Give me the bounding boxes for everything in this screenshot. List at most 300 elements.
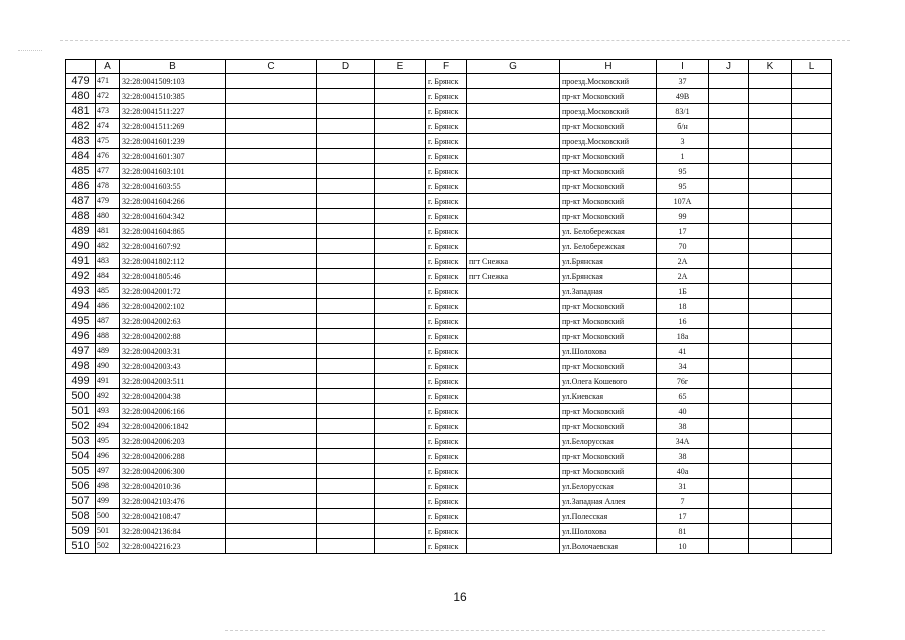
- cell-b[interactable]: 32:28:0042006:1842: [120, 419, 226, 434]
- cell-k[interactable]: [749, 134, 792, 149]
- cell-b[interactable]: 32:28:0042006:203: [120, 434, 226, 449]
- cell-e[interactable]: [375, 374, 426, 389]
- column-header[interactable]: E: [375, 60, 426, 74]
- cell-b[interactable]: 32:28:0042003:511: [120, 374, 226, 389]
- cell-j[interactable]: [709, 539, 749, 554]
- cell-a[interactable]: 481: [96, 224, 120, 239]
- cell-h[interactable]: пр-кт Московский: [560, 179, 657, 194]
- cell-a[interactable]: 477: [96, 164, 120, 179]
- cell-g[interactable]: [467, 539, 560, 554]
- cell-c[interactable]: [226, 419, 317, 434]
- cell-j[interactable]: [709, 434, 749, 449]
- cell-h[interactable]: проезд.Московский: [560, 134, 657, 149]
- cell-g[interactable]: [467, 344, 560, 359]
- cell-f[interactable]: г. Брянск: [426, 164, 467, 179]
- column-header[interactable]: G: [467, 60, 560, 74]
- cell-c[interactable]: [226, 149, 317, 164]
- cell-h[interactable]: ул.Олега Кошевого: [560, 374, 657, 389]
- cell-b[interactable]: 32:28:0041603:55: [120, 179, 226, 194]
- cell-i[interactable]: б/н: [657, 119, 709, 134]
- cell-b[interactable]: 32:28:0042010:36: [120, 479, 226, 494]
- cell-l[interactable]: [792, 524, 832, 539]
- cell-l[interactable]: [792, 344, 832, 359]
- cell-d[interactable]: [317, 89, 375, 104]
- cell-c[interactable]: [226, 239, 317, 254]
- cell-b[interactable]: 32:28:0041511:227: [120, 104, 226, 119]
- cell-d[interactable]: [317, 194, 375, 209]
- cell-a[interactable]: 496: [96, 449, 120, 464]
- cell-a[interactable]: 473: [96, 104, 120, 119]
- cell-j[interactable]: [709, 74, 749, 89]
- cell-f[interactable]: г. Брянск: [426, 179, 467, 194]
- cell-k[interactable]: [749, 344, 792, 359]
- row-number-cell[interactable]: 494: [66, 299, 96, 314]
- row-number-cell[interactable]: 507: [66, 494, 96, 509]
- cell-l[interactable]: [792, 494, 832, 509]
- row-number-cell[interactable]: 495: [66, 314, 96, 329]
- cell-e[interactable]: [375, 164, 426, 179]
- cell-g[interactable]: [467, 314, 560, 329]
- cell-f[interactable]: г. Брянск: [426, 149, 467, 164]
- cell-i[interactable]: 1: [657, 149, 709, 164]
- cell-c[interactable]: [226, 224, 317, 239]
- cell-c[interactable]: [226, 359, 317, 374]
- cell-f[interactable]: г. Брянск: [426, 374, 467, 389]
- cell-l[interactable]: [792, 224, 832, 239]
- cell-a[interactable]: 492: [96, 389, 120, 404]
- cell-e[interactable]: [375, 509, 426, 524]
- cell-h[interactable]: пр-кт Московский: [560, 404, 657, 419]
- cell-l[interactable]: [792, 269, 832, 284]
- cell-i[interactable]: 1Б: [657, 284, 709, 299]
- cell-i[interactable]: 31: [657, 479, 709, 494]
- cell-j[interactable]: [709, 524, 749, 539]
- cell-f[interactable]: г. Брянск: [426, 359, 467, 374]
- row-number-cell[interactable]: 501: [66, 404, 96, 419]
- row-number-cell[interactable]: 497: [66, 344, 96, 359]
- row-number-cell[interactable]: 481: [66, 104, 96, 119]
- cell-f[interactable]: г. Брянск: [426, 329, 467, 344]
- cell-e[interactable]: [375, 104, 426, 119]
- cell-k[interactable]: [749, 404, 792, 419]
- cell-b[interactable]: 32:28:0041601:239: [120, 134, 226, 149]
- cell-g[interactable]: [467, 119, 560, 134]
- cell-k[interactable]: [749, 389, 792, 404]
- cell-f[interactable]: г. Брянск: [426, 299, 467, 314]
- cell-l[interactable]: [792, 419, 832, 434]
- cell-b[interactable]: 32:28:0041601:307: [120, 149, 226, 164]
- cell-k[interactable]: [749, 509, 792, 524]
- cell-c[interactable]: [226, 284, 317, 299]
- cell-g[interactable]: [467, 404, 560, 419]
- cell-f[interactable]: г. Брянск: [426, 104, 467, 119]
- cell-d[interactable]: [317, 149, 375, 164]
- cell-l[interactable]: [792, 434, 832, 449]
- cell-a[interactable]: 499: [96, 494, 120, 509]
- cell-k[interactable]: [749, 539, 792, 554]
- cell-g[interactable]: [467, 374, 560, 389]
- cell-c[interactable]: [226, 434, 317, 449]
- cell-a[interactable]: 486: [96, 299, 120, 314]
- cell-j[interactable]: [709, 419, 749, 434]
- cell-l[interactable]: [792, 329, 832, 344]
- cell-g[interactable]: [467, 194, 560, 209]
- cell-j[interactable]: [709, 404, 749, 419]
- cell-d[interactable]: [317, 374, 375, 389]
- cell-a[interactable]: 471: [96, 74, 120, 89]
- cell-a[interactable]: 484: [96, 269, 120, 284]
- cell-i[interactable]: 37: [657, 74, 709, 89]
- column-header[interactable]: C: [226, 60, 317, 74]
- cell-f[interactable]: г. Брянск: [426, 239, 467, 254]
- row-number-cell[interactable]: 499: [66, 374, 96, 389]
- cell-i[interactable]: 49В: [657, 89, 709, 104]
- cell-f[interactable]: г. Брянск: [426, 524, 467, 539]
- cell-g[interactable]: [467, 509, 560, 524]
- cell-l[interactable]: [792, 254, 832, 269]
- cell-b[interactable]: 32:28:0042001:72: [120, 284, 226, 299]
- cell-g[interactable]: [467, 524, 560, 539]
- cell-h[interactable]: пр-кт Московский: [560, 299, 657, 314]
- cell-c[interactable]: [226, 524, 317, 539]
- cell-l[interactable]: [792, 149, 832, 164]
- cell-h[interactable]: ул.Брянская: [560, 269, 657, 284]
- cell-g[interactable]: [467, 449, 560, 464]
- row-number-cell[interactable]: 502: [66, 419, 96, 434]
- cell-g[interactable]: [467, 389, 560, 404]
- column-header[interactable]: H: [560, 60, 657, 74]
- cell-b[interactable]: 32:28:0041802:112: [120, 254, 226, 269]
- cell-d[interactable]: [317, 179, 375, 194]
- cell-f[interactable]: г. Брянск: [426, 344, 467, 359]
- cell-j[interactable]: [709, 119, 749, 134]
- cell-d[interactable]: [317, 239, 375, 254]
- cell-a[interactable]: 494: [96, 419, 120, 434]
- cell-l[interactable]: [792, 74, 832, 89]
- row-number-cell[interactable]: 480: [66, 89, 96, 104]
- cell-j[interactable]: [709, 479, 749, 494]
- cell-g[interactable]: [467, 164, 560, 179]
- cell-d[interactable]: [317, 404, 375, 419]
- cell-j[interactable]: [709, 164, 749, 179]
- row-number-cell[interactable]: 485: [66, 164, 96, 179]
- cell-f[interactable]: г. Брянск: [426, 464, 467, 479]
- cell-h[interactable]: ул. Белобережская: [560, 239, 657, 254]
- cell-l[interactable]: [792, 389, 832, 404]
- cell-b[interactable]: 32:28:0042002:63: [120, 314, 226, 329]
- cell-c[interactable]: [226, 89, 317, 104]
- cell-l[interactable]: [792, 104, 832, 119]
- cell-j[interactable]: [709, 314, 749, 329]
- cell-l[interactable]: [792, 314, 832, 329]
- row-number-cell[interactable]: 505: [66, 464, 96, 479]
- corner-header[interactable]: [66, 60, 96, 74]
- cell-a[interactable]: 487: [96, 314, 120, 329]
- cell-e[interactable]: [375, 119, 426, 134]
- cell-b[interactable]: 32:28:0042002:102: [120, 299, 226, 314]
- cell-d[interactable]: [317, 539, 375, 554]
- cell-e[interactable]: [375, 449, 426, 464]
- cell-l[interactable]: [792, 284, 832, 299]
- cell-c[interactable]: [226, 494, 317, 509]
- cell-l[interactable]: [792, 299, 832, 314]
- cell-a[interactable]: 479: [96, 194, 120, 209]
- cell-a[interactable]: 478: [96, 179, 120, 194]
- cell-i[interactable]: 70: [657, 239, 709, 254]
- cell-e[interactable]: [375, 344, 426, 359]
- cell-i[interactable]: 40: [657, 404, 709, 419]
- cell-a[interactable]: 495: [96, 434, 120, 449]
- cell-f[interactable]: г. Брянск: [426, 119, 467, 134]
- column-header[interactable]: J: [709, 60, 749, 74]
- cell-i[interactable]: 40а: [657, 464, 709, 479]
- cell-c[interactable]: [226, 479, 317, 494]
- cell-k[interactable]: [749, 194, 792, 209]
- cell-k[interactable]: [749, 284, 792, 299]
- cell-e[interactable]: [375, 389, 426, 404]
- cell-h[interactable]: пр-кт Московский: [560, 194, 657, 209]
- cell-k[interactable]: [749, 419, 792, 434]
- cell-b[interactable]: 32:28:0041510:385: [120, 89, 226, 104]
- cell-i[interactable]: 16: [657, 314, 709, 329]
- row-number-cell[interactable]: 491: [66, 254, 96, 269]
- cell-h[interactable]: ул. Белобережская: [560, 224, 657, 239]
- cell-d[interactable]: [317, 464, 375, 479]
- cell-g[interactable]: [467, 224, 560, 239]
- cell-e[interactable]: [375, 254, 426, 269]
- cell-k[interactable]: [749, 479, 792, 494]
- cell-l[interactable]: [792, 89, 832, 104]
- cell-a[interactable]: 491: [96, 374, 120, 389]
- cell-j[interactable]: [709, 464, 749, 479]
- cell-f[interactable]: г. Брянск: [426, 434, 467, 449]
- cell-i[interactable]: 2А: [657, 269, 709, 284]
- cell-f[interactable]: г. Брянск: [426, 449, 467, 464]
- cell-a[interactable]: 475: [96, 134, 120, 149]
- cell-j[interactable]: [709, 299, 749, 314]
- cell-k[interactable]: [749, 119, 792, 134]
- cell-c[interactable]: [226, 179, 317, 194]
- cell-e[interactable]: [375, 179, 426, 194]
- cell-l[interactable]: [792, 119, 832, 134]
- row-number-cell[interactable]: 483: [66, 134, 96, 149]
- cell-k[interactable]: [749, 464, 792, 479]
- cell-j[interactable]: [709, 344, 749, 359]
- cell-f[interactable]: г. Брянск: [426, 74, 467, 89]
- cell-e[interactable]: [375, 359, 426, 374]
- cell-l[interactable]: [792, 464, 832, 479]
- column-header[interactable]: I: [657, 60, 709, 74]
- cell-c[interactable]: [226, 104, 317, 119]
- cell-j[interactable]: [709, 89, 749, 104]
- cell-i[interactable]: 81: [657, 524, 709, 539]
- cell-c[interactable]: [226, 389, 317, 404]
- cell-g[interactable]: [467, 209, 560, 224]
- cell-g[interactable]: [467, 284, 560, 299]
- cell-g[interactable]: [467, 104, 560, 119]
- cell-c[interactable]: [226, 509, 317, 524]
- row-number-cell[interactable]: 492: [66, 269, 96, 284]
- row-number-cell[interactable]: 487: [66, 194, 96, 209]
- cell-d[interactable]: [317, 119, 375, 134]
- cell-h[interactable]: ул.Киевская: [560, 389, 657, 404]
- cell-e[interactable]: [375, 134, 426, 149]
- cell-h[interactable]: ул.Шолохова: [560, 344, 657, 359]
- cell-h[interactable]: пр-кт Московский: [560, 164, 657, 179]
- cell-b[interactable]: 32:28:0042003:31: [120, 344, 226, 359]
- cell-h[interactable]: пр-кт Московский: [560, 329, 657, 344]
- cell-b[interactable]: 32:28:0042136:84: [120, 524, 226, 539]
- cell-g[interactable]: [467, 479, 560, 494]
- cell-k[interactable]: [749, 299, 792, 314]
- cell-l[interactable]: [792, 479, 832, 494]
- cell-k[interactable]: [749, 164, 792, 179]
- column-header[interactable]: D: [317, 60, 375, 74]
- cell-c[interactable]: [226, 254, 317, 269]
- cell-d[interactable]: [317, 104, 375, 119]
- cell-e[interactable]: [375, 464, 426, 479]
- cell-i[interactable]: 17: [657, 224, 709, 239]
- cell-k[interactable]: [749, 494, 792, 509]
- cell-d[interactable]: [317, 494, 375, 509]
- column-header[interactable]: K: [749, 60, 792, 74]
- cell-h[interactable]: ул.Белорусская: [560, 479, 657, 494]
- cell-i[interactable]: 10: [657, 539, 709, 554]
- cell-d[interactable]: [317, 164, 375, 179]
- cell-d[interactable]: [317, 419, 375, 434]
- cell-h[interactable]: пр-кт Московский: [560, 359, 657, 374]
- cell-e[interactable]: [375, 299, 426, 314]
- cell-i[interactable]: 95: [657, 164, 709, 179]
- cell-h[interactable]: ул.Западная Аллея: [560, 494, 657, 509]
- cell-g[interactable]: [467, 299, 560, 314]
- cell-d[interactable]: [317, 449, 375, 464]
- cell-j[interactable]: [709, 194, 749, 209]
- cell-a[interactable]: 498: [96, 479, 120, 494]
- cell-a[interactable]: 493: [96, 404, 120, 419]
- cell-c[interactable]: [226, 164, 317, 179]
- cell-i[interactable]: 38: [657, 449, 709, 464]
- cell-b[interactable]: 32:28:0042003:43: [120, 359, 226, 374]
- cell-b[interactable]: 32:28:0041607:92: [120, 239, 226, 254]
- cell-d[interactable]: [317, 299, 375, 314]
- cell-g[interactable]: [467, 134, 560, 149]
- cell-k[interactable]: [749, 89, 792, 104]
- cell-h[interactable]: ул.Западная: [560, 284, 657, 299]
- cell-c[interactable]: [226, 74, 317, 89]
- cell-i[interactable]: 76г: [657, 374, 709, 389]
- row-number-cell[interactable]: 506: [66, 479, 96, 494]
- cell-g[interactable]: [467, 329, 560, 344]
- cell-i[interactable]: 17: [657, 509, 709, 524]
- cell-j[interactable]: [709, 254, 749, 269]
- cell-d[interactable]: [317, 329, 375, 344]
- cell-a[interactable]: 490: [96, 359, 120, 374]
- cell-a[interactable]: 488: [96, 329, 120, 344]
- cell-k[interactable]: [749, 449, 792, 464]
- cell-k[interactable]: [749, 314, 792, 329]
- row-number-cell[interactable]: 484: [66, 149, 96, 164]
- cell-h[interactable]: пр-кт Московский: [560, 209, 657, 224]
- cell-i[interactable]: 38: [657, 419, 709, 434]
- cell-d[interactable]: [317, 209, 375, 224]
- cell-i[interactable]: 99: [657, 209, 709, 224]
- cell-j[interactable]: [709, 329, 749, 344]
- cell-g[interactable]: [467, 359, 560, 374]
- cell-h[interactable]: проезд.Московский: [560, 74, 657, 89]
- cell-b[interactable]: 32:28:0042108:47: [120, 509, 226, 524]
- cell-c[interactable]: [226, 344, 317, 359]
- cell-c[interactable]: [226, 119, 317, 134]
- cell-i[interactable]: 41: [657, 344, 709, 359]
- cell-k[interactable]: [749, 434, 792, 449]
- cell-g[interactable]: [467, 74, 560, 89]
- cell-j[interactable]: [709, 209, 749, 224]
- cell-e[interactable]: [375, 524, 426, 539]
- cell-f[interactable]: г. Брянск: [426, 89, 467, 104]
- cell-f[interactable]: г. Брянск: [426, 494, 467, 509]
- column-header[interactable]: B: [120, 60, 226, 74]
- cell-f[interactable]: г. Брянск: [426, 479, 467, 494]
- cell-d[interactable]: [317, 284, 375, 299]
- cell-k[interactable]: [749, 149, 792, 164]
- cell-a[interactable]: 497: [96, 464, 120, 479]
- cell-b[interactable]: 32:28:0042004:38: [120, 389, 226, 404]
- cell-g[interactable]: [467, 179, 560, 194]
- cell-j[interactable]: [709, 509, 749, 524]
- cell-l[interactable]: [792, 134, 832, 149]
- cell-k[interactable]: [749, 374, 792, 389]
- cell-l[interactable]: [792, 509, 832, 524]
- cell-i[interactable]: 2А: [657, 254, 709, 269]
- cell-h[interactable]: ул.Волочаевская: [560, 539, 657, 554]
- cell-j[interactable]: [709, 389, 749, 404]
- cell-c[interactable]: [226, 449, 317, 464]
- cell-h[interactable]: пр-кт Московский: [560, 314, 657, 329]
- row-number-cell[interactable]: 496: [66, 329, 96, 344]
- cell-e[interactable]: [375, 419, 426, 434]
- cell-f[interactable]: г. Брянск: [426, 314, 467, 329]
- cell-k[interactable]: [749, 359, 792, 374]
- cell-h[interactable]: ул.Белорусская: [560, 434, 657, 449]
- cell-a[interactable]: 489: [96, 344, 120, 359]
- cell-b[interactable]: 32:28:0042216:23: [120, 539, 226, 554]
- cell-j[interactable]: [709, 449, 749, 464]
- cell-f[interactable]: г. Брянск: [426, 224, 467, 239]
- cell-d[interactable]: [317, 479, 375, 494]
- cell-b[interactable]: 32:28:0042006:300: [120, 464, 226, 479]
- cell-d[interactable]: [317, 389, 375, 404]
- row-number-cell[interactable]: 482: [66, 119, 96, 134]
- cell-e[interactable]: [375, 284, 426, 299]
- cell-l[interactable]: [792, 449, 832, 464]
- cell-e[interactable]: [375, 479, 426, 494]
- cell-d[interactable]: [317, 254, 375, 269]
- column-header[interactable]: L: [792, 60, 832, 74]
- cell-c[interactable]: [226, 269, 317, 284]
- row-number-cell[interactable]: 493: [66, 284, 96, 299]
- cell-f[interactable]: г. Брянск: [426, 404, 467, 419]
- cell-a[interactable]: 502: [96, 539, 120, 554]
- cell-e[interactable]: [375, 209, 426, 224]
- cell-b[interactable]: 32:28:0041604:342: [120, 209, 226, 224]
- cell-e[interactable]: [375, 74, 426, 89]
- cell-j[interactable]: [709, 224, 749, 239]
- cell-j[interactable]: [709, 269, 749, 284]
- cell-b[interactable]: 32:28:0042002:88: [120, 329, 226, 344]
- cell-h[interactable]: пр-кт Московский: [560, 149, 657, 164]
- cell-h[interactable]: ул.Полесская: [560, 509, 657, 524]
